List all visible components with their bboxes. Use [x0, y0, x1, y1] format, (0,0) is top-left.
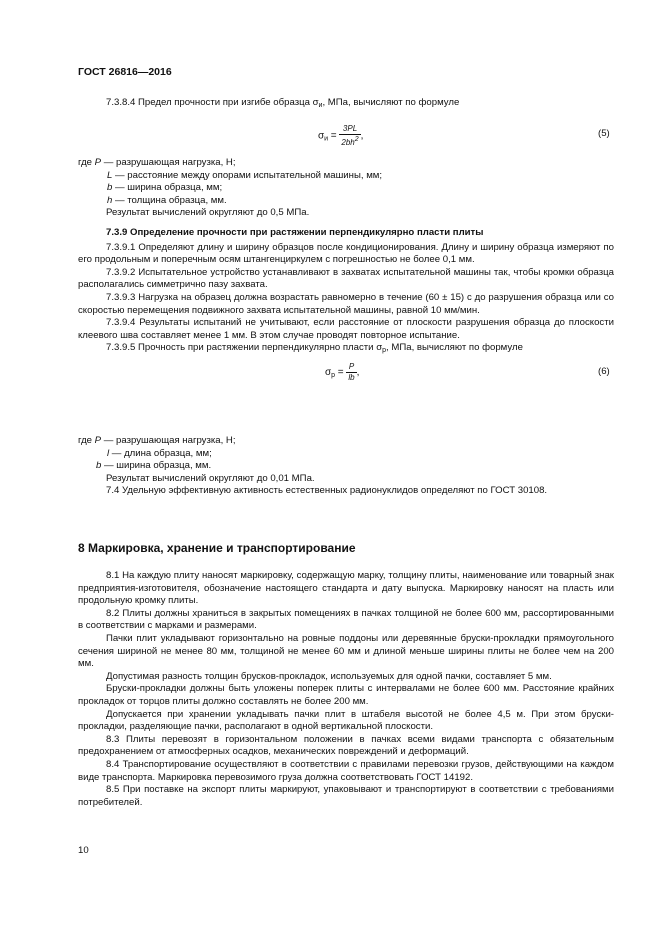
paragraph-text-end: , МПа, вычисляют по формуле — [322, 97, 460, 108]
paragraph-82c: Допустимая разность толщин брусков-прокладок, используемых для одной пачки, составляет 5 мм. — [106, 670, 552, 682]
formula-denominator — [339, 135, 360, 148]
where-line-4: — толщина образца, мм. — [112, 194, 227, 206]
section-8-title: 8 Маркировка, хранение и транспортирование — [78, 541, 356, 555]
var-p: P — [94, 157, 102, 168]
formula-fraction — [346, 362, 356, 383]
formula-denominator: lb — [348, 373, 355, 382]
equation-number-6: (6) — [598, 366, 610, 377]
equation-number-5: (5) — [598, 128, 610, 139]
paragraph-7394: 7.3.9.4 Результаты испытаний не учитывают, если расстояние от плоскости разрушения образца до плоскости клеевого шва составляет менее 1 мм. В этом случае проводят повторное испытание. — [78, 317, 614, 341]
paragraph-text: 7.3.8.4 Предел прочности при изгибе образца σ — [106, 97, 319, 108]
page-number: 10 — [78, 845, 89, 856]
formula-numerator: P — [346, 362, 356, 373]
paragraph-text-end: , МПа, вычисляют по формуле — [386, 342, 523, 354]
formula-5: $\sigma_и$ = $\frac{3PL}{2bh2}$ , — [318, 124, 364, 147]
where-line-4: Результат вычислений округляют до 0,01 МПа. — [106, 472, 315, 484]
where-line-5: Результат вычислений округляют до 0,5 МПа. — [106, 207, 310, 219]
paragraph-7384 — [78, 97, 614, 113]
var-h: h — [107, 194, 113, 206]
where-line-1: — разрушающая нагрузка, Н; — [101, 435, 236, 446]
paragraph-83: 8.3 Плиты перевозят в горизонтальном положении в пачках всеми видами транспорта с обязательным предохранением от атмосферных осадков, механических повреждений и деформаций. — [78, 733, 614, 758]
var-b: b — [107, 182, 113, 194]
where-prefix: где — [78, 435, 95, 446]
where-prefix: где — [78, 157, 95, 168]
den-sup: 2 — [354, 136, 359, 143]
var-l: L — [107, 169, 113, 181]
where-line-3: — ширина образца, мм; — [112, 182, 223, 194]
subscript: и — [318, 102, 323, 109]
formula-6: $\sigma_р$ = $\frac{P}{lb}$ , — [325, 362, 360, 382]
section-8-body — [78, 570, 614, 809]
heading-739: 7.3.9 Определение прочности при растяжении перпендикулярно пласти плиты — [106, 227, 484, 238]
section-739 — [78, 227, 614, 358]
paragraph-7392: 7.3.9.2 Испытательное устройство устанавливают в захватах испытательной машины так, чтобы кромки образца располагались симметрично пазу захвата. — [78, 266, 614, 291]
den-text: 2bh — [341, 138, 355, 147]
subscript: р — [382, 347, 387, 355]
paragraph-82b: Пачки плит укладывают горизонтально на ровные поддоны или деревянные бруски-прокладки прямоугольного сечения шириной не менее 80 мм, толщиной не менее 60 мм и длиной меньше ширины плиты не более чем на 200 мм. — [78, 632, 614, 670]
paragraph-84: 8.4 Транспортирование осуществляют в соответствии с правилами перевозки грузов, действующими на каждом виде транспорта. Маркировка перевозимого груза должна соответствовать ГОСТ 14192. — [78, 758, 614, 783]
formula-fraction — [339, 124, 360, 148]
formula-numerator: 3PL — [339, 124, 360, 135]
var-l: l — [107, 447, 110, 459]
paragraph-text: 7.3.9.5 Прочность при растяжении перпендикулярно пласти σ — [106, 342, 383, 354]
where-line-2: — длина образца, мм; — [109, 447, 212, 459]
paragraph-74: 7.4 Удельную эффективную активность естественных радионуклидов определяют по ГОСТ 30108. — [106, 485, 548, 497]
formula-lhs-sub: и — [324, 135, 329, 143]
formula-lhs-sub: р — [331, 372, 336, 380]
paragraph-82e: Допускается при хранении укладывать пачки плит в штабеля высотой не более 4,5 м. При этом бруски-прокладки, разделяющие пачки, располагают в одной вертикальной плоскости. — [78, 708, 614, 733]
paragraph-82: 8.2 Плиты должны храниться в закрытых помещениях в пачках толщиной не более 600 мм, рассортированными в соответствии с марками и размерами. — [78, 607, 614, 632]
where-line-1: — разрушающая нагрузка, Н; — [101, 157, 236, 168]
paragraph-82d: Бруски-прокладки должны быть уложены поперек плиты с интервалами не более 600 мм. Расстояние крайних прокладок от торцов плиты должно составлять не более 200 мм. — [78, 683, 614, 707]
paragraph-7391: 7.3.9.1 Определяют длину и ширину образцов после кондиционирования. Длину и ширину образца измеряют по его продольным и поперечным осям штангенциркулем с погрешностью не более 0,1 мм. — [78, 241, 614, 266]
paragraph-7393: 7.3.9.3 Нагрузка на образец должна возрастать равномерно в течение (60 ± 15) с до разрушения образца или со скоростью перемещения подвижного захвата испытательной машины, равной 10 мм/мин. — [78, 291, 614, 316]
paragraph-81: 8.1 На каждую плиту наносят маркировку, содержащую марку, толщину плиты, наименование или товарный знак предприятия-изготовителя, обозначение настоящего стандарта и дату выпуска. Маркировку наносят на пласть или продольную кромку плиты. — [78, 570, 614, 607]
paragraph-85: 8.5 При поставке на экспорт плиты маркируют, упаковывают и транспортируют в соответствии с требованиями потребителей. — [78, 784, 614, 808]
where-line-3: — ширина образца, мм. — [101, 460, 212, 472]
paragraph-7395 — [78, 342, 614, 358]
where-line-2: — расстояние между опорами испытательной машины, мм; — [112, 169, 383, 181]
document-header: ГОСТ 26816—2016 — [78, 66, 172, 78]
formula-lhs: σ — [325, 367, 332, 379]
where-list-1 — [78, 157, 614, 220]
var-p: P — [94, 435, 102, 446]
formula-lhs: σ — [318, 130, 325, 142]
where-list-2 — [78, 435, 614, 498]
var-b: b — [96, 460, 102, 472]
